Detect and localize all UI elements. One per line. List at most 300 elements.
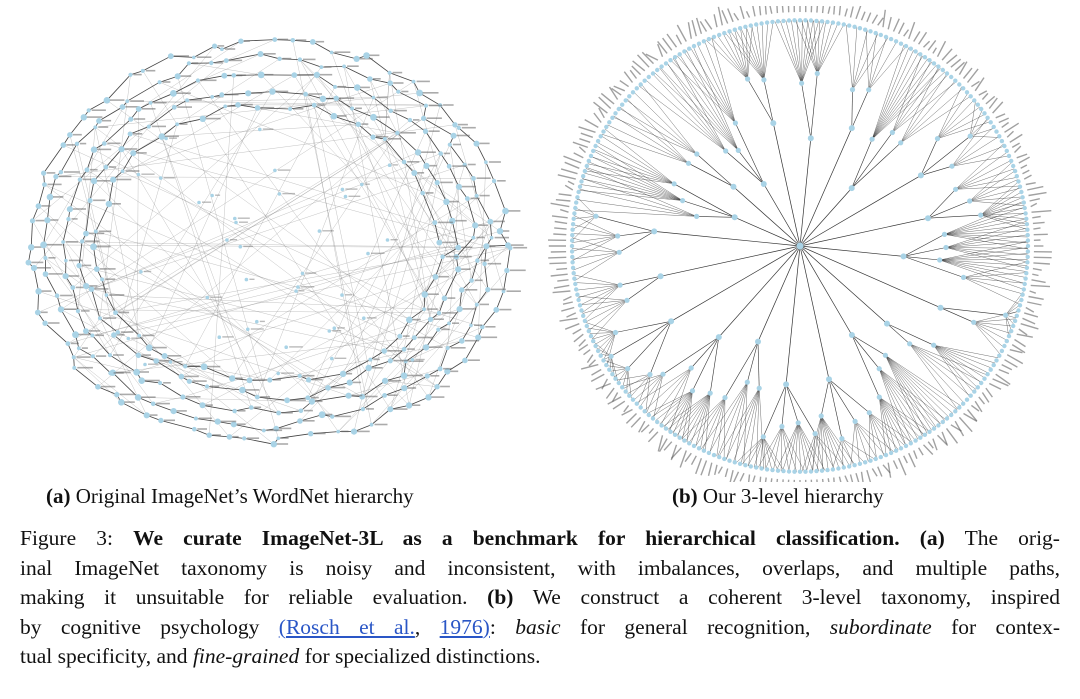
graph-edge [113, 75, 294, 180]
tree-edge [940, 260, 1025, 283]
graph-node [235, 102, 241, 108]
tree-edge [981, 203, 1024, 215]
node-label-mark [69, 260, 83, 262]
radial-tree-canvas [548, 6, 1076, 482]
tree-edge [789, 423, 799, 472]
tree-edge [786, 384, 798, 422]
tree-edge [800, 246, 941, 308]
fine-grained-node [573, 206, 577, 210]
node-label-mark [48, 322, 59, 324]
graph-node [451, 133, 457, 139]
node-label-mark [277, 443, 288, 445]
leaf-label-mark [587, 355, 592, 363]
fine-grained-node [707, 37, 711, 41]
node-label-mark [337, 327, 345, 328]
tree-edge [671, 246, 800, 321]
node-label-mark [331, 387, 345, 389]
tree-edge [748, 79, 774, 123]
graph-node [119, 146, 125, 152]
citation-year-link[interactable] [440, 615, 490, 639]
tree-edge [921, 166, 952, 175]
graph-node [415, 149, 421, 155]
fine-grained-node [985, 116, 989, 120]
tree-edge [945, 207, 1025, 234]
node-label-mark [102, 120, 111, 122]
node-label-mark [480, 195, 490, 197]
node-label-mark [430, 375, 439, 377]
node-label-mark [218, 45, 225, 47]
fine-grained-node [1026, 238, 1030, 242]
node-label-mark [230, 239, 237, 240]
tree-edge [928, 201, 970, 218]
node-label-mark [371, 253, 385, 254]
graph-node [43, 271, 49, 277]
tree-edge [618, 231, 655, 236]
citation-link[interactable] [279, 615, 415, 639]
caption-text: for contex- [931, 614, 1060, 639]
leaf-label-mark [560, 210, 568, 213]
node-label-mark [320, 74, 332, 76]
tree-edge [574, 275, 620, 285]
node-label-mark [279, 428, 291, 430]
tree-edge [786, 384, 815, 433]
leaf-label-mark [733, 472, 738, 482]
tree-edge [783, 423, 799, 471]
node-label-mark [475, 280, 483, 282]
tree-edge [572, 216, 596, 240]
graph-node [284, 345, 288, 349]
node-label-mark [202, 202, 211, 203]
node-label-mark [168, 355, 182, 357]
graph-edge [477, 144, 486, 163]
leaf-label-mark [933, 48, 937, 54]
tree-edge [910, 344, 982, 383]
fine-grained-node [682, 438, 686, 442]
node-label-mark [352, 395, 363, 397]
graph-edge [222, 41, 241, 49]
tree-edge [575, 252, 620, 280]
node-label-mark [188, 365, 199, 367]
node-label-mark [325, 414, 332, 416]
leaf-label-mark [548, 257, 566, 258]
graph-node [471, 176, 476, 181]
leaf-label-mark [631, 417, 640, 427]
graph-node [231, 421, 237, 427]
subordinate-node [609, 354, 614, 359]
fine-grained-node [884, 35, 888, 39]
fine-grained-node [1019, 298, 1023, 302]
graph-node [76, 263, 81, 268]
tree-edge [904, 248, 947, 257]
subordinate-node [968, 134, 973, 139]
node-label-mark [133, 133, 142, 135]
caption-line-4 [20, 613, 1060, 643]
fine-grained-node [617, 107, 621, 111]
fine-grained-node [635, 86, 639, 90]
leaf-label-mark [959, 417, 972, 431]
node-label-mark [346, 373, 352, 375]
subordinate-node [961, 275, 966, 280]
node-label-mark [360, 87, 370, 89]
tree-edge [719, 246, 800, 337]
leaf-label-mark [734, 13, 739, 20]
tree-edge [582, 179, 682, 201]
tree-edge [773, 123, 800, 246]
subordinate-node [672, 181, 677, 186]
graph-node [297, 418, 303, 424]
graph-node [200, 116, 206, 122]
node-label-mark [141, 354, 151, 356]
tree-edge [956, 177, 1018, 189]
graph-node [372, 96, 376, 100]
graph-node [276, 411, 281, 416]
subordinate-node [813, 431, 818, 436]
leaf-label-mark [982, 393, 989, 403]
graph-edge [61, 144, 77, 172]
leaf-label-mark [764, 478, 766, 483]
node-label-mark [103, 317, 116, 319]
node-label-mark [403, 335, 410, 337]
fine-grained-node [1005, 149, 1009, 153]
graph-edge [121, 402, 146, 415]
tree-edge [677, 56, 735, 123]
tree-edge [634, 374, 663, 400]
leaf-label-mark [584, 350, 591, 355]
node-label-mark [391, 239, 398, 240]
fine-grained-node [620, 103, 624, 107]
tree-edge [887, 324, 910, 344]
graph-node [388, 358, 393, 363]
graph-node [249, 405, 254, 410]
leaf-label-mark [552, 216, 568, 218]
tree-edge [661, 246, 800, 276]
wordnet-graph-canvas [6, 10, 534, 480]
tree-edge [981, 215, 1027, 219]
tree-edge [956, 152, 1008, 189]
graph-node [83, 231, 89, 237]
graph-node [61, 240, 65, 244]
leaf-label-mark [729, 470, 733, 482]
node-label-mark [109, 294, 124, 296]
tree-edge [575, 283, 620, 286]
node-label-mark [152, 347, 167, 349]
graph-edge [143, 71, 177, 124]
node-label-mark [181, 75, 192, 77]
node-label-mark [432, 396, 445, 398]
node-label-mark [355, 108, 362, 110]
tree-edge [628, 321, 671, 368]
fine-grained-node [589, 334, 593, 338]
leaf-label-mark [565, 162, 580, 168]
graph-node [469, 324, 473, 328]
node-label-mark [461, 247, 472, 249]
fine-grained-node [1000, 349, 1004, 353]
node-label-mark [176, 92, 190, 94]
node-label-mark [450, 371, 458, 373]
graph-node [233, 217, 237, 221]
leaf-label-mark [591, 374, 604, 381]
node-label-mark [80, 143, 86, 145]
node-label-mark [495, 237, 509, 239]
node-label-mark [489, 245, 495, 247]
node-label-mark [97, 149, 111, 151]
leaf-label-mark [1017, 154, 1027, 158]
node-label-mark [31, 262, 43, 264]
tree-edge [964, 277, 1025, 283]
leaf-label-mark [1023, 170, 1030, 174]
fine-grained-node [868, 29, 872, 33]
graph-node [424, 104, 428, 108]
fine-grained-node [765, 20, 769, 24]
tree-edge [946, 221, 1027, 247]
fine-grained-node [601, 129, 605, 133]
fine-grained-node [820, 19, 824, 23]
fine-grained-node [576, 190, 580, 194]
fine-grained-node [601, 358, 605, 362]
node-label-mark [241, 104, 253, 106]
graph-node [298, 57, 302, 61]
leaf-label-mark [1030, 199, 1040, 201]
leaf-label-mark [574, 334, 583, 342]
leaf-label-mark [979, 397, 985, 404]
tree-edge [588, 164, 674, 184]
graph-node [436, 240, 442, 246]
node-label-mark [387, 350, 402, 352]
fine-grained-node [976, 103, 980, 107]
fine-grained-node [749, 23, 753, 27]
fine-grained-node [591, 149, 595, 153]
fine-grained-node [765, 467, 769, 471]
node-label-mark [251, 92, 262, 94]
node-label-mark [206, 118, 221, 120]
node-label-mark [73, 208, 86, 210]
leaf-label-mark [557, 280, 568, 281]
node-label-mark [210, 386, 219, 388]
subordinate-node [694, 214, 699, 219]
graph-edge [362, 105, 440, 397]
fine-grained-node [712, 453, 716, 457]
graph-node [66, 341, 71, 346]
graph-node [91, 178, 97, 184]
tree-edge [591, 157, 674, 184]
graph-node [386, 238, 390, 242]
fine-grained-node [1013, 169, 1017, 173]
subordinate-node [907, 341, 912, 346]
tree-edge [934, 345, 992, 368]
fine-grained-node [904, 44, 908, 48]
fine-grained-node [847, 464, 851, 468]
leaf-label-mark [928, 442, 933, 449]
subcaption-b-text: Our 3-level hierarchy [702, 484, 884, 508]
graph-node [104, 165, 109, 170]
tree-edge [821, 416, 855, 465]
subcaption-a [46, 484, 414, 509]
fine-grained-node [738, 462, 742, 466]
fine-grained-node [570, 228, 574, 232]
subcaption-b-label: (b) [672, 484, 698, 508]
fine-grained-node [1026, 244, 1030, 248]
node-label-mark [401, 91, 408, 93]
node-label-mark [444, 153, 450, 155]
node-label-mark [163, 81, 171, 83]
graph-node [105, 293, 109, 297]
fine-grained-node [982, 111, 986, 115]
graph-node [128, 132, 133, 137]
leaf-label-mark [839, 6, 840, 15]
tree-edge [946, 248, 1028, 256]
graph-node [389, 109, 393, 113]
node-label-mark [146, 70, 156, 72]
node-label-mark [393, 360, 409, 362]
node-label-mark [443, 368, 452, 370]
tree-edge [573, 236, 618, 261]
fine-grained-node [992, 363, 996, 367]
tree-edge [590, 333, 616, 334]
node-label-mark [247, 437, 259, 439]
tree-edge [910, 344, 971, 396]
graph-edge [313, 42, 332, 53]
fine-grained-node [918, 436, 922, 440]
node-label-mark [477, 177, 491, 179]
fine-grained-node [842, 22, 846, 26]
fine-grained-node [570, 255, 574, 259]
subordinate-node [686, 161, 691, 166]
subordinate-node [745, 76, 750, 81]
leaf-label-mark [592, 370, 602, 376]
fine-grained-node [604, 363, 608, 367]
node-label-mark [177, 106, 192, 108]
graph-edge [332, 52, 357, 59]
graph-node [382, 378, 388, 384]
node-label-mark [458, 124, 468, 126]
leaf-label-mark [986, 388, 993, 397]
leaf-label-mark [951, 425, 962, 431]
fine-grained-node [792, 18, 796, 22]
fine-grained-node [858, 462, 862, 466]
graph-edge [507, 248, 510, 271]
fine-grained-node [1015, 314, 1019, 318]
subordinate-node [617, 250, 622, 255]
graph-node [456, 184, 462, 190]
fine-grained-node [617, 381, 621, 385]
fine-grained-node [965, 90, 969, 94]
fine-grained-node [727, 459, 731, 463]
node-label-mark [229, 60, 242, 62]
tree-edge [791, 20, 801, 83]
graph-node [67, 132, 73, 138]
node-label-mark [140, 371, 149, 373]
leaf-label-mark [696, 458, 702, 474]
node-label-mark [335, 51, 351, 53]
tree-edge [921, 139, 938, 176]
fine-grained-node [664, 61, 668, 65]
graph-node [387, 406, 393, 412]
node-label-mark [407, 387, 416, 389]
tree-edge [800, 188, 852, 246]
graph-node [183, 364, 187, 368]
fine-grained-node [574, 287, 578, 291]
leaf-label-mark [776, 6, 777, 13]
fine-grained-node [717, 455, 721, 459]
fine-grained-node [945, 416, 949, 420]
fine-grained-node [581, 174, 585, 178]
node-label-mark [303, 375, 315, 377]
tree-edge [852, 335, 886, 355]
tree-edge [589, 300, 627, 330]
tree-edge [800, 246, 852, 335]
graph-edge [45, 323, 68, 343]
graph-edge [178, 76, 279, 438]
basic-node [884, 321, 890, 327]
leaf-label-mark [700, 21, 706, 31]
node-label-mark [339, 97, 354, 99]
fine-grained-node [593, 344, 597, 348]
graph-node [194, 417, 198, 421]
graph-edge [107, 75, 131, 101]
node-label-mark [42, 290, 52, 292]
tree-edge [627, 369, 628, 393]
node-label-mark [154, 102, 167, 104]
tree-edge [892, 61, 931, 132]
fine-grained-node [668, 430, 672, 434]
fine-grained-node [899, 446, 903, 450]
graph-node [137, 334, 141, 338]
node-label-mark [282, 193, 295, 194]
graph-node [90, 243, 97, 250]
subordinate-node [978, 213, 983, 218]
graph-edge [308, 388, 328, 398]
leaf-label-mark [752, 6, 755, 16]
graph-edge [156, 361, 301, 411]
node-label-mark [134, 74, 142, 76]
tree-edge [734, 187, 801, 246]
node-label-mark [165, 136, 179, 138]
leaf-label-mark [1029, 193, 1047, 196]
leaf-label-mark [573, 329, 582, 334]
basic-node [925, 215, 931, 221]
tree-edge [584, 173, 682, 201]
graph-node [94, 230, 98, 234]
node-label-mark [407, 375, 423, 377]
node-label-mark [225, 48, 235, 50]
tree-edge [800, 138, 811, 246]
tree-edge [872, 45, 904, 139]
leaf-label-mark [1010, 134, 1023, 142]
node-label-mark [347, 65, 359, 67]
fine-grained-node [957, 82, 961, 86]
fine-grained-node [781, 19, 785, 23]
fine-grained-node [909, 47, 913, 51]
tree-edge [742, 437, 763, 465]
node-label-mark [452, 322, 459, 324]
node-label-mark [281, 437, 288, 439]
tree-edge [795, 423, 799, 472]
graph-node [144, 412, 150, 418]
graph-node [55, 293, 60, 298]
subordinate-node [796, 420, 801, 425]
node-label-mark [275, 91, 288, 93]
graph-node [200, 402, 206, 408]
graph-node [438, 366, 443, 371]
subordinate-node [819, 413, 824, 418]
node-label-mark [377, 97, 388, 99]
basic-node [901, 253, 907, 259]
subordinate-node [815, 71, 820, 76]
fine-grained-node [702, 39, 706, 43]
subordinate-node [883, 353, 888, 358]
fine-grained-node [697, 446, 701, 450]
basic-node [761, 181, 767, 187]
